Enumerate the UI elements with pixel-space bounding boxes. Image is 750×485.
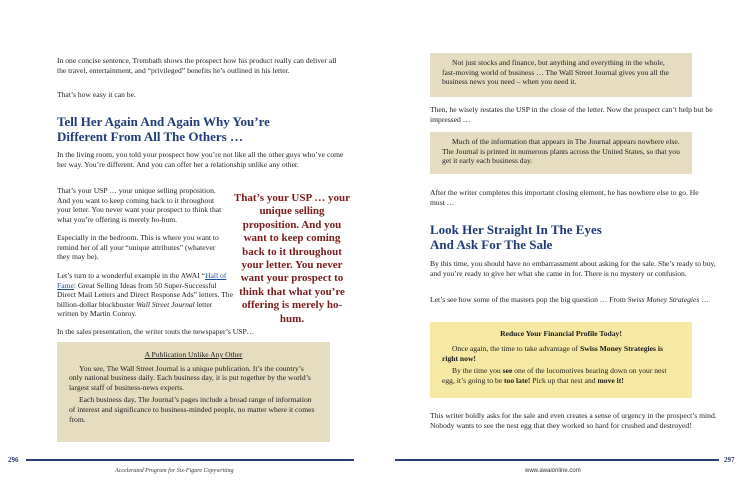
heading-line: And Ask For The Sale xyxy=(430,237,553,252)
page-number: 297 xyxy=(724,456,735,464)
text: Pick up that nest and xyxy=(530,376,598,386)
sales-paragraph: In the sales presentation, the writer touts the newspaper’s USP… xyxy=(57,327,255,336)
box-title: A Publication Unlike Any Other xyxy=(144,350,243,359)
text: : Great Selling Ideas from 50 Super-Successful Direct Mail Letters and Direct Response Ads” letters. The billion-dollar blockbuster xyxy=(57,280,233,309)
box-paragraph: You see, The Wall Street Journal is a unique publication. It’s the country’s only national business daily. Each business day, it is put together by the world’s largest staff of business-news experts. xyxy=(69,363,311,392)
text: Let’s turn to a wonderful example in the AWAI “ xyxy=(57,271,206,280)
text: Let’s see how some of the masters pop the big question … From xyxy=(430,295,628,304)
intro-paragraph-2: That’s how easy it can be. xyxy=(57,90,136,99)
offer-title: Reduce Your Financial Profile Today! xyxy=(500,329,622,338)
footer-text: Accelerated Program for Six-Figure Copywriting xyxy=(115,468,234,474)
text: letter written by Martin Conroy. xyxy=(57,299,213,319)
pull-quote: That’s your USP … your unique selling proposition. And you want to keep coming back to it throughout your letter. You never want your prospect to think that what you’re offering is merely ho-hum. xyxy=(233,192,351,325)
text: … xyxy=(699,295,709,304)
text: Wall Street Journal xyxy=(136,299,195,309)
section-heading-2 xyxy=(430,222,730,252)
box-paragraph: Not just stocks and finance, but anything and everything in the whole, fast-moving world of business … The Wall Street Journal gives you all the business news you need – when you need it. xyxy=(442,58,669,87)
restates-paragraph: Then, he wisely restates the USP in the close of the letter. Now the prospect can’t help but be impressed … xyxy=(430,105,713,124)
final-paragraph: This writer boldly asks for the sale and even creates a sense of urgency in the prospect’s mind. Nobody wants to see the nest egg that they worked so hard for crushed and destroyed! xyxy=(430,411,717,430)
text: see xyxy=(502,366,513,376)
ready-paragraph: By this time, you should have no embarrassment about asking for the sale. She’s ready to buy, and you’re ready to give her what she came in for. There is no mystery or confusion. xyxy=(430,259,716,278)
heading-line: Tell Her Again And Again Why You’re xyxy=(57,114,270,129)
text: too late! xyxy=(504,376,531,386)
heading-line: Look Her Straight In The Eyes xyxy=(430,222,602,237)
footer-rule xyxy=(395,459,719,461)
quote-box xyxy=(57,342,330,442)
living-room-paragraph: In the living room, you told your prospect how you’re not like all the other guys who’ve come her way. You’re different. And you can offer her a relationship unlike any other. xyxy=(57,150,344,169)
text: Swiss Money Strategies xyxy=(627,295,700,304)
quote-box-top xyxy=(430,53,692,97)
usp-paragraph: That’s your USP … your unique selling proposition. And you want to keep coming back to it throughout your letter. You never want your prospect to think that what you’re offering is merely ho-hum. xyxy=(57,186,222,224)
hall-of-fame-link[interactable]: Hall of Fame xyxy=(57,271,227,290)
text: Once again, the time to take advantage of xyxy=(452,343,580,353)
text: move it! xyxy=(597,376,624,386)
text: one of the locomotives bearing down on your nest egg, it’s going to be xyxy=(442,366,667,386)
text: Swiss Money Strategies is right now! xyxy=(442,343,663,363)
text: By the time you xyxy=(452,366,503,376)
heading-line: Different From All The Others … xyxy=(57,129,243,144)
footer-url: www.awaionline.com xyxy=(525,468,581,474)
masters-paragraph xyxy=(430,295,720,305)
offer-box xyxy=(430,322,692,398)
footer-rule xyxy=(26,459,354,461)
intro-paragraph: In one concise sentence, Trembath shows the prospect how his product really can deliver all the travel, entertainment, and “privileged” benefits he’s outlined in his letter. xyxy=(57,56,337,75)
page-number: 296 xyxy=(8,456,19,464)
offer-paragraph xyxy=(442,344,680,364)
quote-box-middle xyxy=(430,132,692,174)
box-paragraph: Each business day, The Journal’s pages include a broad range of information of interest and significance to business-minded people, no matter where it comes from. xyxy=(69,395,315,424)
section-heading-1 xyxy=(57,114,357,144)
offer-paragraph xyxy=(442,366,680,386)
bedroom-paragraph: Especially in the bedroom. This is where you want to remind her of all your “unique attributes” (whatever they may be). xyxy=(57,233,219,262)
example-paragraph xyxy=(57,271,235,319)
box-paragraph: Much of the information that appears in The Journal appears nowhere else. The Journal is printed in numerous plants across the United States, so that you get it early each business day. xyxy=(442,137,680,166)
after-paragraph: After the writer completes this important closing element, he has nowhere else to go. He must … xyxy=(430,188,699,207)
right-page xyxy=(375,0,750,485)
